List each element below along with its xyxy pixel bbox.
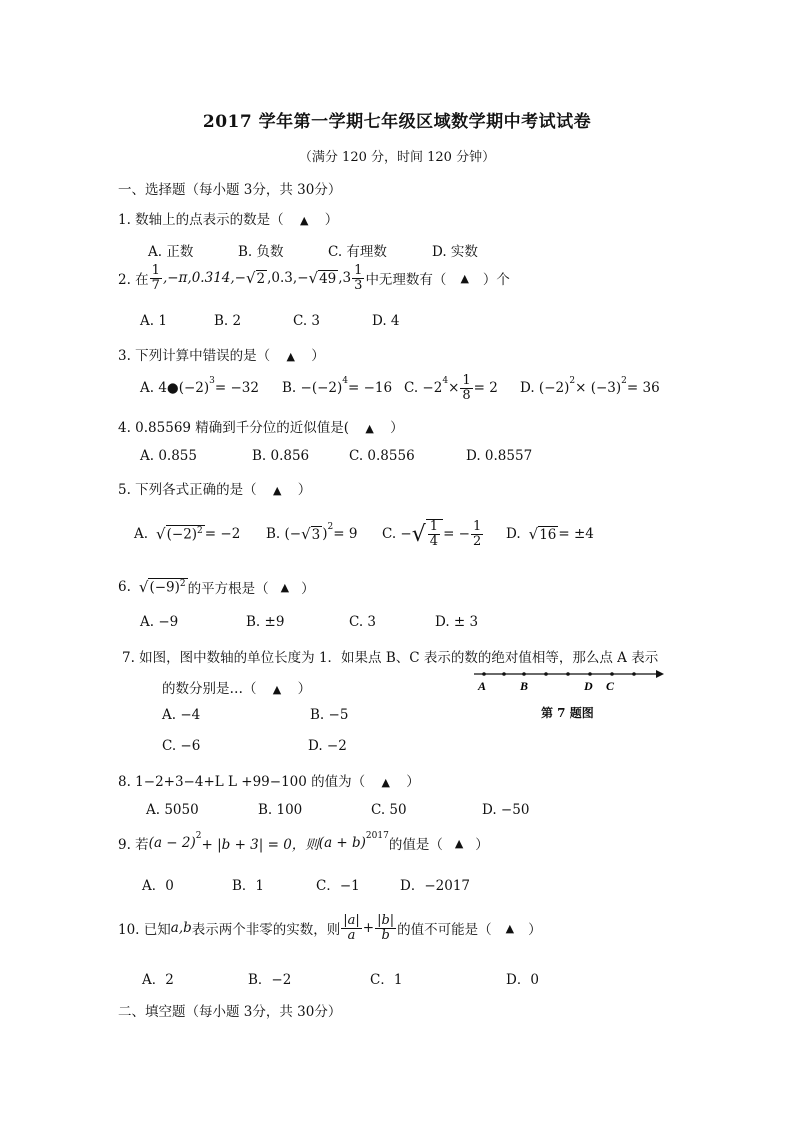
q5-option-c bbox=[382, 512, 484, 556]
tick-point bbox=[566, 672, 570, 676]
number-line-arrow-icon bbox=[656, 670, 664, 678]
q3-option-c bbox=[404, 368, 498, 408]
exponent: 3 bbox=[209, 376, 215, 386]
q4-option-a: A. 0.855 bbox=[140, 448, 197, 464]
q1-option-c: C. 有理数 bbox=[328, 244, 387, 260]
q3-option-d-text: D. (−2) bbox=[520, 380, 570, 396]
q8-option-b: B. 100 bbox=[258, 802, 303, 818]
question-1 bbox=[118, 208, 338, 228]
q3-option-a-text: A. 4●(−2) bbox=[140, 380, 210, 396]
exponent: 2 bbox=[569, 376, 576, 386]
answer-blank-mark: ▲ bbox=[454, 836, 464, 850]
fraction-abs-a-over-a bbox=[341, 914, 362, 942]
tick-point bbox=[610, 672, 614, 676]
q9-option-a: A．0 bbox=[142, 878, 174, 894]
expression-part: (a + b) bbox=[318, 835, 366, 851]
q6-option-a: A. −9 bbox=[140, 614, 179, 630]
question-10 bbox=[118, 906, 542, 950]
radicand bbox=[166, 525, 205, 543]
tick-point bbox=[502, 672, 506, 676]
sqrt-sign-icon: √ bbox=[156, 525, 166, 543]
question-6-stem: 的平方根是（ bbox=[187, 581, 269, 597]
sqrt-sign-icon: √ bbox=[245, 269, 256, 288]
q8-option-d: D. −50 bbox=[482, 802, 530, 818]
fraction-one-half bbox=[471, 520, 483, 548]
question-1-stem: 1. 数轴上的点表示的数是（ bbox=[118, 212, 284, 228]
q8-option-a: A. 5050 bbox=[146, 802, 199, 818]
q2-option-c: C. 3 bbox=[293, 313, 321, 329]
q5-option-d-label: D. bbox=[506, 526, 521, 542]
close-paren: ) bbox=[322, 526, 328, 542]
question-2-close: ）个 bbox=[482, 272, 510, 289]
sqrt-sign-icon: √ bbox=[411, 521, 426, 547]
question-1-close: ） bbox=[324, 212, 339, 228]
question-10-mid: 表示两个非零的实数，则 bbox=[191, 922, 341, 938]
question-9 bbox=[118, 828, 489, 858]
answer-blank-mark: ▲ bbox=[272, 484, 282, 497]
q9-option-b: B．1 bbox=[232, 878, 265, 894]
radicand-text: (−9) bbox=[149, 579, 180, 596]
answer-blank-mark: ▲ bbox=[505, 921, 515, 935]
fraction-abs-b-over-b bbox=[375, 914, 396, 942]
equals-minus: = − bbox=[443, 526, 470, 542]
q10-option-d: D．0 bbox=[506, 972, 539, 988]
q7-option-a: A. −4 bbox=[162, 707, 201, 723]
radicand: 16 bbox=[539, 526, 557, 543]
q3-option-b-text: B. −(−2) bbox=[282, 380, 343, 396]
fraction-denominator: b bbox=[381, 927, 390, 943]
variables-ab: a,b bbox=[170, 920, 192, 936]
q9-option-c: C．−1 bbox=[316, 878, 360, 894]
question-4-close: ） bbox=[390, 420, 404, 436]
tick-point bbox=[482, 672, 486, 676]
q6-option-d: D. ± 3 bbox=[435, 614, 479, 630]
expression-part: (a − 2) bbox=[148, 835, 196, 851]
q3-option-d bbox=[520, 372, 660, 404]
answer-blank-mark: ▲ bbox=[460, 271, 469, 285]
answer-blank-mark: ▲ bbox=[280, 580, 290, 594]
fraction-numerator: 1 bbox=[354, 263, 363, 278]
exponent: 2 bbox=[197, 526, 203, 537]
fraction-denominator: 4 bbox=[429, 534, 439, 549]
fraction-one-quarter bbox=[428, 520, 440, 548]
q2-option-a: A. 1 bbox=[140, 313, 167, 329]
question-3-close: ） bbox=[311, 348, 325, 364]
fraction-numerator: |b| bbox=[377, 912, 395, 928]
plus-sign: + bbox=[362, 920, 375, 936]
radicand-text: (−2) bbox=[166, 526, 198, 543]
question-9-close: ） bbox=[475, 837, 489, 853]
fraction-one-eighth bbox=[460, 374, 472, 402]
exponent: 4 bbox=[442, 376, 449, 386]
q3-option-c-text: C. −2 bbox=[404, 380, 443, 396]
question-9-stem: 的值是（ bbox=[388, 837, 443, 853]
q4-option-b: B. 0.856 bbox=[252, 448, 310, 464]
radicand-49: 49 bbox=[319, 270, 337, 287]
point-label-a: A bbox=[478, 679, 487, 693]
radicand bbox=[148, 578, 187, 596]
question-7-line1: 7. 如图，图中数轴的单位长度为 1．如果点 B、C 表示的数的绝对值相等，那么点 A 表示 bbox=[122, 650, 659, 666]
q10-option-b: B．−2 bbox=[248, 972, 292, 988]
q9-option-d: D．−2017 bbox=[400, 878, 470, 894]
q3-option-b bbox=[282, 372, 392, 404]
q6-option-b: B. ±9 bbox=[246, 614, 285, 630]
q5-option-d bbox=[506, 518, 594, 550]
exponent: 2 bbox=[621, 376, 627, 386]
fraction-denominator: 8 bbox=[462, 387, 471, 403]
times-sign: × bbox=[448, 380, 460, 396]
question-2-list: ,−π,0.314,− bbox=[162, 270, 246, 287]
question-2-post: 中无理数有（ bbox=[365, 272, 447, 289]
page-title: 2017 学年第一学期七年级区域数学期中考试试卷 bbox=[202, 112, 592, 132]
question-5-stem: 5. 下列各式正确的是（ bbox=[118, 482, 257, 498]
q5-option-b-result: = 9 bbox=[333, 526, 358, 542]
question-2-pre: 2. 在 bbox=[118, 272, 149, 289]
q8-option-c: C. 50 bbox=[371, 802, 407, 818]
sqrt-sign-icon: √ bbox=[138, 578, 149, 596]
sqrt-sign-icon: √ bbox=[301, 525, 311, 543]
q3-option-a bbox=[140, 372, 259, 404]
question-6 bbox=[118, 572, 315, 602]
q5-option-d-result: = ±4 bbox=[558, 526, 594, 542]
page-subtitle: （满分 120 分，时间 120 分钟） bbox=[298, 150, 496, 165]
point-label-b: B bbox=[520, 679, 529, 693]
tick-point bbox=[588, 672, 592, 676]
tick-point bbox=[544, 672, 548, 676]
question-6-number: 6. bbox=[118, 579, 131, 595]
question-9-pre: 9. 若 bbox=[118, 837, 149, 853]
q7-option-b: B. −5 bbox=[310, 707, 349, 723]
fraction-denominator: a bbox=[347, 927, 356, 943]
question-4 bbox=[118, 416, 404, 436]
q3-option-a-result: = −32 bbox=[214, 380, 259, 396]
fraction-numerator: 1 bbox=[429, 519, 439, 535]
question-2-tail: ,3 bbox=[338, 270, 352, 287]
sqrt-sign-icon: √ bbox=[308, 269, 319, 288]
fraction-one-seventh bbox=[150, 264, 162, 292]
question-7-close: ） bbox=[297, 681, 312, 697]
section-heading-choice: 一、选择题（每小题 3分，共 30分） bbox=[118, 182, 342, 198]
q10-option-a: A．2 bbox=[142, 972, 174, 988]
q1-option-d: D. 实数 bbox=[432, 244, 478, 260]
question-4-stem: 4. 0.85569 精确到千分位的近似值是( bbox=[118, 420, 350, 436]
radicand: 3 bbox=[311, 526, 321, 543]
question-8 bbox=[118, 770, 420, 790]
fraction-numerator: 1 bbox=[472, 518, 482, 534]
exponent: 2017 bbox=[365, 831, 389, 841]
question-7-stem: 的数分别是…（ bbox=[162, 681, 257, 697]
question-2-mid: ,0.3,− bbox=[267, 270, 309, 287]
figure-caption: 第 7 题图 bbox=[541, 706, 594, 720]
exponent: 2 bbox=[327, 522, 334, 532]
exponent: 4 bbox=[342, 376, 348, 386]
sqrt-sign-icon: √ bbox=[528, 525, 539, 543]
q2-option-d: D. 4 bbox=[372, 313, 400, 329]
radicand-2: 2 bbox=[256, 270, 266, 287]
point-label-c: C bbox=[606, 679, 615, 693]
q5-option-b-text: B. (− bbox=[266, 526, 302, 542]
number-line-figure bbox=[470, 666, 666, 696]
fraction-numerator: |a| bbox=[343, 912, 360, 928]
question-3 bbox=[118, 344, 325, 364]
q5-option-c-text: C. − bbox=[382, 526, 412, 542]
fraction-denominator: 7 bbox=[151, 277, 160, 293]
fraction-numerator: 1 bbox=[462, 372, 471, 388]
question-5 bbox=[118, 478, 311, 498]
fraction-denominator: 2 bbox=[472, 533, 482, 549]
q2-option-b: B. 2 bbox=[214, 313, 242, 329]
q5-option-a bbox=[134, 518, 240, 550]
q4-option-c: C. 0.8556 bbox=[349, 448, 415, 464]
q4-option-d: D. 0.8557 bbox=[466, 448, 533, 464]
answer-blank-mark: ▲ bbox=[286, 350, 295, 363]
question-10-stem: 的值不可能是（ bbox=[397, 922, 492, 938]
q5-option-b bbox=[266, 518, 357, 550]
tick-point bbox=[522, 672, 526, 676]
exponent: 2 bbox=[195, 831, 202, 841]
q1-option-b: B. 负数 bbox=[238, 244, 284, 260]
fraction-one-third bbox=[352, 264, 364, 292]
q1-option-a: A. 正数 bbox=[148, 244, 194, 260]
q7-option-c: C. −6 bbox=[162, 738, 201, 754]
point-label-d: D bbox=[584, 679, 593, 693]
fraction-denominator: 3 bbox=[354, 277, 363, 293]
question-2 bbox=[118, 264, 510, 292]
tick-point bbox=[632, 672, 636, 676]
question-3-stem: 3. 下列计算中错误的是（ bbox=[118, 348, 271, 364]
question-8-close: ） bbox=[406, 774, 420, 790]
q3-option-c-result: = 2 bbox=[473, 380, 498, 396]
q5-option-a-result: = −2 bbox=[204, 526, 241, 542]
radicand bbox=[426, 519, 443, 548]
question-5-close: ） bbox=[297, 482, 312, 498]
question-7-line2 bbox=[162, 677, 311, 697]
q3-option-d-result: = 36 bbox=[626, 380, 660, 396]
question-8-stem: 8. 1−2+3−4+L L +99−100 的值为（ bbox=[118, 774, 366, 790]
expression-part: + |b + 3| = 0，则 bbox=[201, 837, 319, 853]
question-10-pre: 10. 已知 bbox=[118, 922, 171, 938]
q3-option-d-mid: × (−3) bbox=[575, 380, 622, 396]
exponent: 2 bbox=[179, 579, 186, 590]
q10-option-c: C．1 bbox=[370, 972, 403, 988]
answer-blank-mark: ▲ bbox=[381, 776, 390, 789]
q3-option-b-result: = −16 bbox=[347, 380, 393, 396]
fraction-numerator: 1 bbox=[151, 263, 160, 278]
answer-blank-mark: ▲ bbox=[365, 422, 374, 435]
question-10-close: ） bbox=[528, 922, 542, 938]
q6-option-c: C. 3 bbox=[349, 614, 377, 630]
answer-blank-mark: ▲ bbox=[299, 214, 309, 227]
question-6-close: ） bbox=[301, 581, 315, 597]
answer-blank-mark: ▲ bbox=[272, 683, 282, 696]
q7-option-d: D. −2 bbox=[308, 738, 347, 754]
section-heading-fill: 二、填空题（每小题 3分，共 30分） bbox=[118, 1004, 342, 1020]
q5-option-a-label: A. bbox=[134, 526, 149, 542]
